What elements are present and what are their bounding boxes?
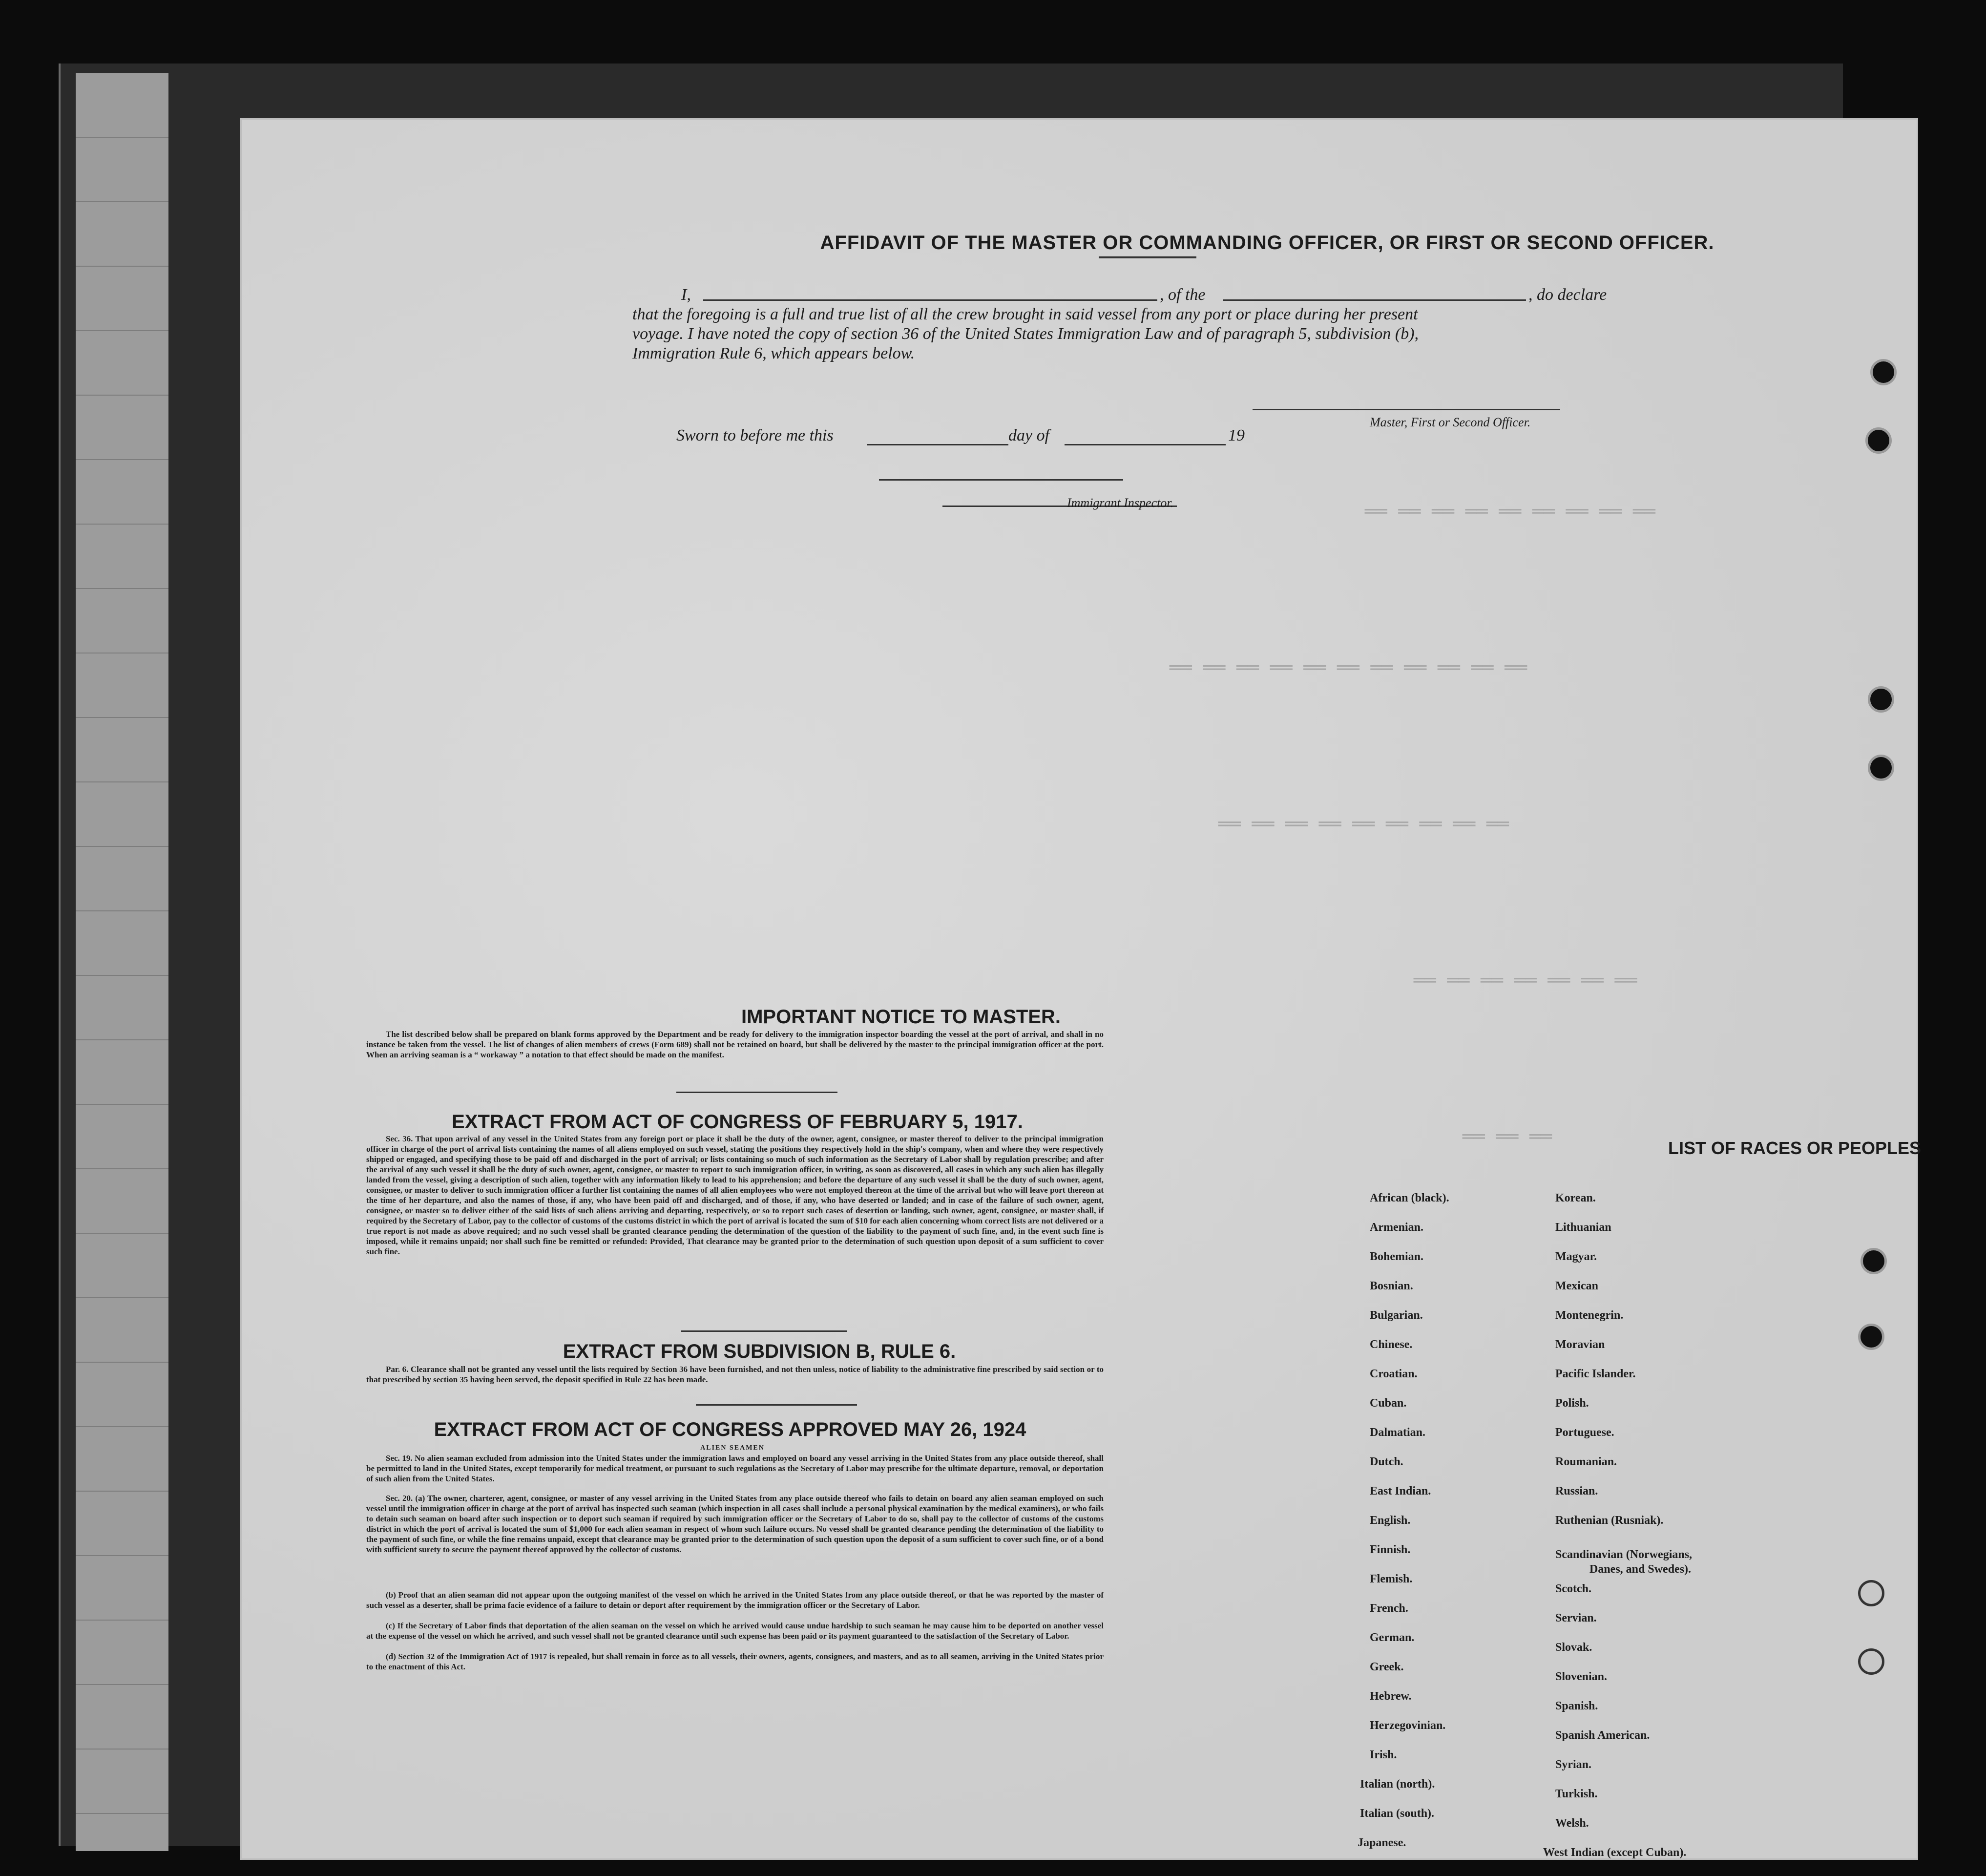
race-item: French.	[1370, 1602, 1408, 1615]
year-prefix: 19	[1228, 426, 1245, 444]
race-item: Italian (south).	[1360, 1807, 1435, 1820]
master-signature-label: Master, First or Second Officer.	[1370, 415, 1531, 429]
race-item: Dalmatian.	[1370, 1426, 1425, 1439]
race-item: Chinese.	[1370, 1338, 1413, 1351]
race-item: Cuban.	[1370, 1397, 1407, 1410]
affidavit-i-label: I,	[681, 286, 691, 304]
master-signature-field[interactable]	[1253, 409, 1560, 410]
affidavit-do-declare: , do declare	[1528, 286, 1607, 304]
race-item: Herzegovinian.	[1370, 1719, 1446, 1732]
vessel-name-field[interactable]	[1223, 299, 1526, 301]
extract-1924-sec20d: (d) Section 32 of the Immigration Act of 1917 is repealed, but shall remain in force as to all vessels, their owners, agents, consignees, and masters, and as to all seamen, arriving in the United States prior to the enactment of this Act.	[366, 1652, 1104, 1671]
race-item: Montenegrin.	[1555, 1309, 1624, 1322]
affidavit-body-line-3: Immigration Rule 6, which appears below.	[632, 344, 915, 362]
punch-hole	[1870, 359, 1897, 385]
race-item: Greek.	[1370, 1661, 1404, 1673]
section-rule	[676, 1092, 837, 1093]
race-item: Servian.	[1555, 1612, 1597, 1624]
punch-hole	[1865, 427, 1892, 454]
race-item: Italian (north).	[1360, 1778, 1435, 1791]
race-item: Turkish.	[1555, 1788, 1598, 1800]
race-item: Roumanian.	[1555, 1455, 1617, 1468]
affidavit-body-line-1: that the foregoing is a full and true list of all the crew brought in said vessel from any port or place during her present	[632, 305, 1418, 323]
extract-1924-title: EXTRACT FROM ACT OF CONGRESS APPROVED MAY 26, 1924	[434, 1419, 1026, 1440]
race-item: Ruthenian (Rusniak).	[1555, 1514, 1664, 1527]
race-item: Croatian.	[1370, 1368, 1418, 1380]
race-item: German.	[1370, 1631, 1415, 1644]
sworn-label: Sworn to before me this	[676, 426, 834, 444]
affidavit-body-line-2: voyage. I have noted the copy of section 36 of the United States Immigration Law and of paragraph 5, subdivision (b),	[632, 325, 1419, 343]
race-item: Scotch.	[1555, 1582, 1591, 1595]
bleed-through: ══ ══ ══ ══ ══ ══ ══	[1414, 970, 1637, 991]
race-item: Slovak.	[1555, 1641, 1592, 1654]
race-item: Bulgarian.	[1370, 1309, 1423, 1322]
binder-strip	[76, 73, 168, 1851]
extract-rule6-title: EXTRACT FROM SUBDIVISION B, RULE 6.	[563, 1341, 956, 1362]
bleed-through: ══ ══ ══ ══ ══ ══ ══ ══ ══ ══ ══	[1170, 657, 1527, 678]
race-item: African (black).	[1370, 1192, 1449, 1204]
punch-hole	[1858, 1648, 1884, 1675]
bleed-through: ══ ══ ══	[1463, 1126, 1552, 1147]
race-item: Armenian.	[1370, 1221, 1423, 1234]
title-rule	[1099, 256, 1196, 258]
extract-rule6-body: Par. 6. Clearance shall not be granted any vessel until the lists required by Section 36 have been furnished, and not then unless, notice of liability to the administrative fine prescribed by said section or to that prescribed by section 35 having been served, the deposit specified in Rule 22 has been made.	[366, 1365, 1104, 1384]
race-item: Bohemian.	[1370, 1250, 1424, 1263]
race-item: Hebrew.	[1370, 1690, 1412, 1703]
master-name-field[interactable]	[703, 299, 1157, 301]
race-item: Danes, and Swedes).	[1589, 1563, 1692, 1576]
extract-1924-sec20a: Sec. 20. (a) The owner, charterer, agent, consignee, or master of any vessel arriving in the United States from any place outside thereof who fails to detain on board any alien seaman employed on such vessel until the immigration officer in charge at the port of arrival has inspected such seaman (which inspection in all cases shall include a personal physical examination by the medical examiners), or who fails to detain such seaman on board after such inspection or to deport such seaman if required by such immigration officer or the Secretary of Labor to do so, shall pay to the collector of customs of the customs district in which the port of arrival is located the sum of $1,000 for each alien seaman in respect of whom such failure occurs. No vessel shall be granted clearance pending the determination of the liability to the payment of such fine, or while the fine remains unpaid, except that clearance may be granted prior to the determination of such question upon the deposit of a sum sufficient to cover such fine, or of a bond with sufficient surety to secure the payment thereof approved by the collector of customs.	[366, 1494, 1104, 1554]
race-item: Moravian	[1555, 1338, 1605, 1351]
extract-1924-sec20b: (b) Proof that an alien seaman did not appear upon the outgoing manifest of the vessel on which he arrived in the United States from any place outside thereof, or that he was reported by the master of such vessel as a deserter, shall be prima facie evidence of a failure to detain or deport after requirement by the immigration officer or the Secretary of Labor.	[366, 1590, 1104, 1610]
extract-1924-sec20c: (c) If the Secretary of Labor finds that deportation of the alien seaman on the vessel on which he arrived would cause undue hardship to such seaman he may cause him to be deported on another vessel at the expense of the vessel on which he arrived, and such vessel shall not be granted clearance until such expense has been paid or its payment guaranteed to the satisfaction of the Secretary of Labor.	[366, 1621, 1104, 1641]
day-of-label: day of	[1008, 426, 1050, 444]
race-item: Welsh.	[1555, 1817, 1589, 1830]
extract-1924-sec19: Sec. 19. No alien seaman excluded from admission into the United States under the immigration laws and employed on board any vessel arriving in the United States from any place outside thereof, shall be permitted to land in the United States, except temporarily for medical treatment, or pursuant to such regulations as the Secretary of Labor may prescribe for the ultimate departure, removal, or deportation of such alien from the United States.	[366, 1454, 1104, 1483]
extract-1917-title: EXTRACT FROM ACT OF CONGRESS OF FEBRUARY 5, 1917.	[452, 1111, 1023, 1133]
races-title: LIST OF RACES OR PEOPLES	[1668, 1138, 1922, 1158]
bleed-through: ══ ══ ══ ══ ══ ══ ══ ══ ══	[1218, 813, 1509, 835]
affidavit-title: AFFIDAVIT OF THE MASTER OR COMMANDING OFFICER, OR FIRST OR SECOND OFFICER.	[820, 232, 1714, 253]
race-item: Pacific Islander.	[1555, 1368, 1636, 1380]
inspector-label: Immigrant Inspector.	[1067, 496, 1174, 510]
punch-hole	[1861, 1248, 1887, 1274]
race-item: Lithuanian	[1555, 1221, 1611, 1234]
punch-hole	[1868, 755, 1894, 781]
race-item: Slovenian.	[1555, 1670, 1608, 1683]
punch-hole	[1858, 1324, 1884, 1350]
race-item: West Indian (except Cuban).	[1543, 1846, 1687, 1859]
race-item: Japanese.	[1358, 1836, 1406, 1849]
race-item: Flemish.	[1370, 1573, 1413, 1585]
section-rule	[696, 1404, 857, 1406]
punch-hole	[1868, 686, 1894, 713]
race-item: Korean.	[1555, 1192, 1596, 1204]
sworn-day-field[interactable]	[867, 444, 1008, 445]
race-item: Spanish American.	[1555, 1729, 1650, 1742]
affidavit-of-the-label: , of the	[1160, 286, 1206, 304]
race-item: Syrian.	[1555, 1758, 1592, 1771]
race-item: Irish.	[1370, 1749, 1397, 1761]
race-item: East Indian.	[1370, 1485, 1431, 1497]
notice-title: IMPORTANT NOTICE TO MASTER.	[741, 1006, 1061, 1028]
punch-hole	[1858, 1580, 1884, 1606]
race-item: Magyar.	[1555, 1250, 1597, 1263]
section-rule	[681, 1330, 847, 1332]
race-item: Mexican	[1555, 1280, 1598, 1292]
race-item: Finnish.	[1370, 1543, 1411, 1556]
race-item: Scandinavian (Norwegians,	[1555, 1548, 1693, 1561]
manifest-page	[242, 120, 1922, 1859]
alien-seamen-subtitle: ALIEN SEAMEN	[700, 1444, 765, 1452]
race-item: Spanish.	[1555, 1700, 1598, 1712]
notice-body: The list described below shall be prepared on blank forms approved by the Department and be ready for delivery to the immigration inspector boarding the vessel at the port of arrival, and shall in no instance be taken from the vessel. The list of changes of alien members of crews (Form 689) shall not be retained on board, but shall be delivered by the master to the principal immigration officer at the port. When an arriving seaman is a “ workaway ” a notation to that effect should be made on the manifest.	[366, 1030, 1104, 1059]
sworn-month-field[interactable]	[1065, 444, 1226, 445]
race-item: English.	[1370, 1514, 1411, 1527]
race-item: Bosnian.	[1370, 1280, 1413, 1292]
extract-1917-body: Sec. 36. That upon arrival of any vessel in the United States from any foreign port or place it shall be the duty of the owner, agent, consignee, or master thereof to deliver to the principal immigration officer in charge of the port of arrival lists containing the names of all aliens employed on such vessel, stating the positions they respectively hold in the ship's company, when and where they were respectively shipped or engaged, and specifying those to be paid off and discharged in the port of arrival; or lists containing so much of such information as the Secretary of Labor shall by regulation prescribe; and after the arrival of any such vessel it shall be the duty of such owner, agent, consignee, or master to report to such immigration officer, in writing, as soon as discovered, all cases in which any such alien has illegally landed from the vessel, giving a description of such alien, together with any information likely to lead to his apprehension; and before the departure of any such vessel it shall be the duty of such owner, agent, consignee, or master to deliver to such immigration officer a further list containing the names of all alien employees who were not employed thereon at the time of the arrival but who will leave port thereon at the time of her departure, and also the names of those, if any, who have been paid off and discharged, and of those, if any, who have deserted or landed; and in case of the failure of such owner, agent, consignee, or master so to deliver either of the said lists of such aliens arriving and departing, respectively, or so to report such cases of desertion or landing, such owner, agent, consignee, or master shall, if required by the Secretary of Labor, pay to the collector of customs of the customs district in which the port of arrival is located the sum of $10 for each alien concerning whom correct lists are not delivered or a true report is not made as above required; and no such vessel shall be granted clearance pending the determination of the question of the liability to the payment of such fine, and, in the event such fine is imposed, while it remains unpaid; nor shall such fine be remitted or refunded: Provided, That clearance may be granted prior to the determination of such question upon deposit of a sum sufficient to cover such fine.	[366, 1134, 1104, 1256]
race-item: Portuguese.	[1555, 1426, 1614, 1439]
race-item: Polish.	[1555, 1397, 1589, 1410]
race-item: Russian.	[1555, 1485, 1598, 1497]
inspector-signature-line-upper[interactable]	[879, 479, 1123, 481]
race-item: Dutch.	[1370, 1455, 1403, 1468]
bleed-through: ══ ══ ══ ══ ══ ══ ══ ══ ══	[1365, 501, 1655, 522]
